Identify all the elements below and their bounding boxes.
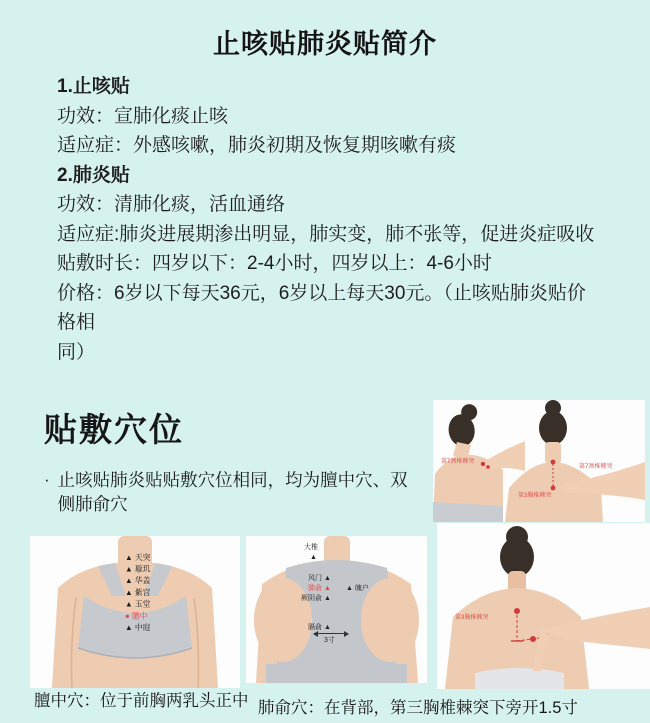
acupoint-tiantu: ▲ 天突 — [125, 553, 151, 563]
caption-danzhong: 膻中穴：位于前胸两乳头正中 — [34, 692, 249, 710]
intro-line-effect-1: 功效：宣肺化痰止咳 — [57, 105, 229, 127]
acupoint-jueyinshu: 厥阴俞 ▲ — [301, 594, 331, 602]
ren-meridian-point-list — [125, 552, 150, 634]
acupoint-label-t3-right: 第3胸椎棘突 — [518, 492, 552, 499]
intro-line-price: 价格：6岁以下每天36元，6岁以上每天30元。（止咳贴肺炎贴价格相 — [57, 282, 586, 333]
section-heading-acupoints: 贴敷穴位 — [44, 411, 184, 448]
acupoint-label-c7-left: 第7颈椎棘突 — [441, 458, 475, 465]
acupoint-huagai: ▲ 华盖 — [125, 576, 151, 586]
caption-feishu: 肺俞穴：在背部，第三胸椎棘突下旁开1.5寸 — [258, 699, 578, 717]
acupoint-feishu-highlight: 肺俞 ▲ — [308, 584, 331, 592]
intro-subheading-zhike: 1.止咳贴 — [57, 76, 130, 97]
acupoint-pohu: ▲ 魄户 — [346, 584, 369, 592]
mid-back-illustration — [246, 536, 427, 683]
intro-line-price-wrap: 同） — [57, 341, 96, 363]
right-back-illustration — [437, 523, 650, 689]
intro-line-duration: 贴敷时长：四岁以下：2-4小时，四岁以上：4-6小时 — [57, 253, 492, 274]
acupoint-fengmen: 风门 ▲ — [308, 574, 331, 582]
acupoint-dazhui-marker: ▲ — [310, 553, 317, 561]
three-cun-measure-arrow — [314, 633, 348, 634]
intro-line-indication-1: 适应症：外感咳嗽，肺炎初期及恢复期咳嗽有痰 — [57, 135, 457, 156]
acupoint-label-c7-right: 第7颈椎棘突 — [579, 463, 613, 470]
page-title: 止咳贴肺炎贴简介 — [213, 29, 437, 59]
intro-line-effect-2: 功效：清肺化痰，活血通络 — [57, 194, 286, 215]
acupoint-dazhui: 大椎 — [304, 543, 318, 551]
intro-line-indication-2: 适应症:肺炎进展期渗出明显，肺实变，肺不张等，促进炎症吸收 — [57, 223, 595, 245]
intro-text-block — [57, 72, 602, 367]
photo-card-front-chest — [30, 536, 240, 688]
bullet-dot: · — [44, 470, 50, 489]
photo-card-mid-back — [246, 536, 427, 683]
photo-card-neck-demo — [433, 400, 645, 522]
photo-card-right-back — [437, 523, 650, 689]
acupoint-label-t3: 第3胸椎棘突 — [455, 614, 489, 621]
bullet-item — [44, 468, 424, 516]
bullet-text: 止咳贴肺炎贴贴敷穴位相同，均为膻中穴、双侧肺俞穴 — [57, 470, 408, 514]
acupoint-danzhong-highlight: ● 膻中 — [125, 612, 148, 621]
acupoint-zhongting: ▲ 中庭 — [125, 623, 151, 633]
three-cun-label: 3寸 — [324, 636, 335, 644]
acupoint-zigong: ▲ 紫宫 — [125, 588, 151, 598]
acupoint-yutang: ▲ 玉堂 — [125, 600, 151, 609]
intro-subheading-feiyan: 2.肺炎贴 — [57, 164, 130, 186]
acupoint-xuanji: ▲ 璇玑 — [125, 565, 151, 574]
acupoint-geshu: 膈俞 ▲ — [308, 623, 331, 631]
